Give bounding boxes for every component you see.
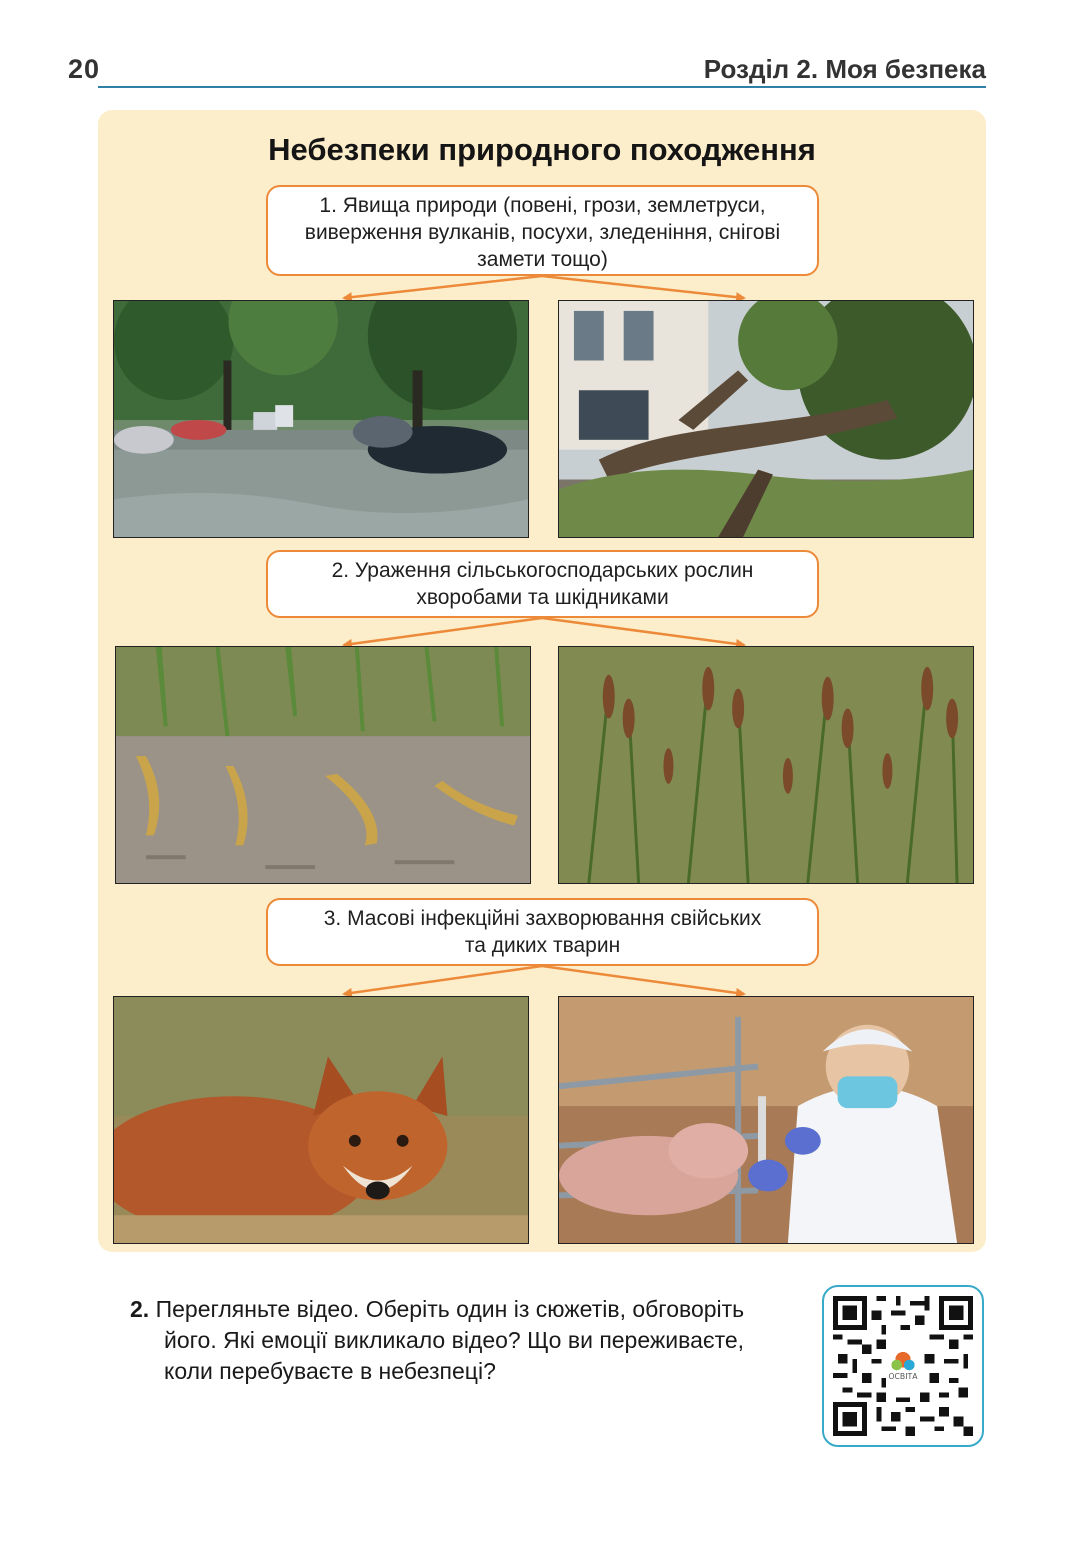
hazard-label-2-line-1: 2. Ураження сільськогосподарських рослин (331, 559, 754, 582)
task-line-1 (130, 1294, 810, 1325)
hazard-label-2-line-2: хворобами та шкідниками (416, 586, 669, 609)
hazard-label-3-line-1: 3. Масові інфекційні захворювання свійських (323, 907, 762, 930)
fallen-tree-photo (558, 300, 974, 538)
task-line-2: його. Які емоції викликало відео? Що ви переживаєте, (164, 1327, 745, 1353)
panel-title: Небезпеки природного походження (268, 132, 816, 167)
diseased-grass-photo (558, 646, 974, 884)
page-header (68, 52, 986, 88)
task-text-1: Перегляньте відео. Оберіть один із сюжетів, обговоріть (155, 1296, 745, 1322)
section-title: Розділ 2. Моя безпека (703, 54, 986, 84)
qr-code-icon (833, 1296, 973, 1436)
fox-photo (113, 996, 529, 1244)
hazard-label-1 (266, 185, 819, 276)
veterinarian-pigs-photo (558, 996, 974, 1244)
hazard-label-1-line-3: замети тощо) (477, 248, 608, 271)
video-qr-code[interactable] (822, 1285, 984, 1447)
natural-hazards-panel (98, 110, 986, 1252)
header-divider (98, 86, 986, 88)
wilted-corn-photo (115, 646, 531, 884)
qr-logo-text: ОСВІТА (888, 1372, 918, 1382)
flooded-street-photo (113, 300, 529, 538)
task-2 (130, 1294, 810, 1387)
hazard-label-3-line-2: та диких тварин (464, 934, 621, 957)
hazard-label-1-line-1: 1. Явища природи (повені, грози, землетруси, (319, 194, 766, 217)
hazard-label-1-line-2: виверження вулканів, посухи, зледеніння, снігові (304, 221, 781, 244)
task-number: 2. (130, 1296, 150, 1322)
page-number: 20 (68, 54, 101, 84)
task-line-3: коли перебуваєте в небезпеці? (164, 1358, 496, 1384)
hazard-label-3 (266, 898, 819, 966)
hazard-label-2 (266, 550, 819, 618)
